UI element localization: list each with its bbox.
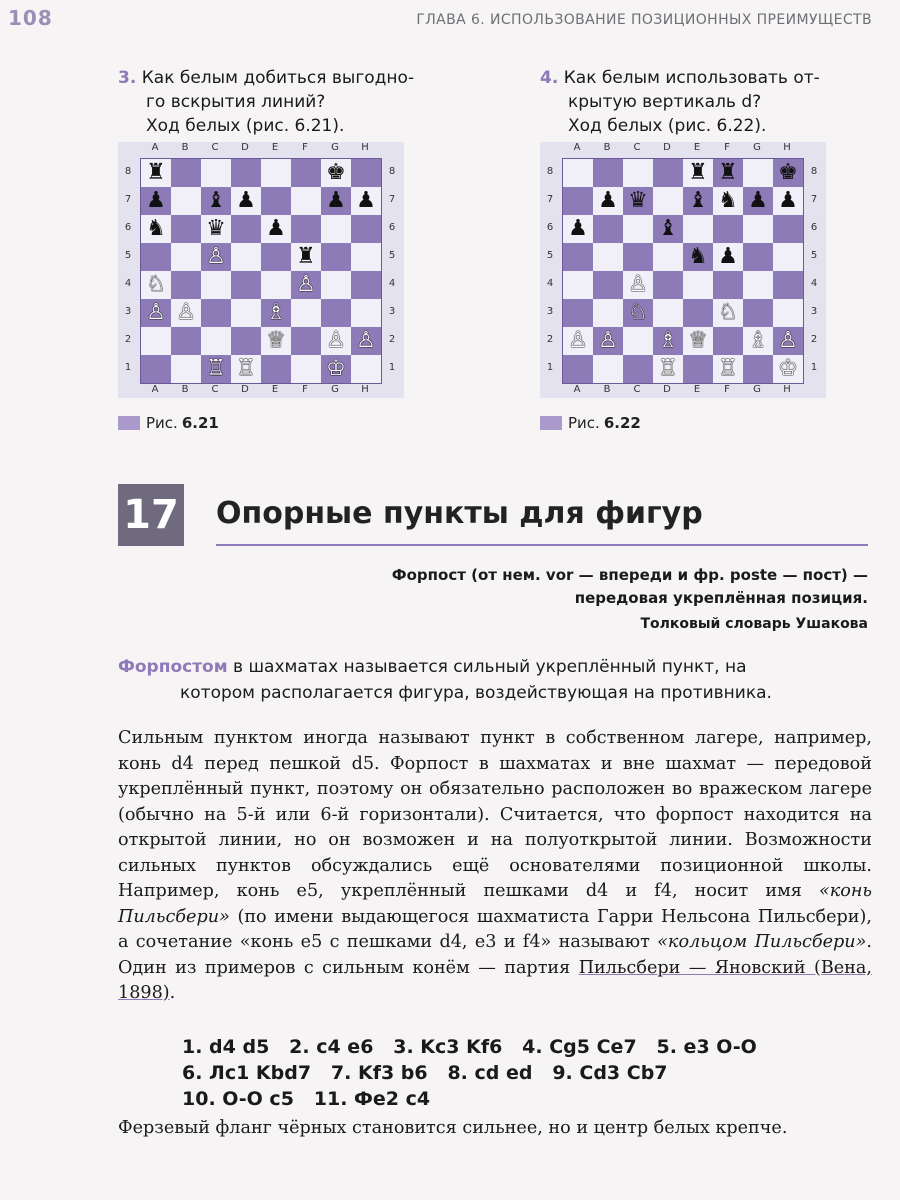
black-piece-icon: ♛ (628, 188, 648, 213)
board-square (351, 299, 381, 327)
board-square (321, 327, 351, 355)
board-square (683, 271, 713, 299)
rank-label: 6 (810, 222, 818, 233)
file-label: H (361, 384, 369, 395)
board-square (201, 215, 231, 243)
board-square (231, 327, 261, 355)
file-label: C (211, 384, 219, 395)
exercise-number: 3. (118, 68, 137, 88)
file-labels (140, 142, 380, 158)
move-list (182, 1034, 862, 1112)
white-piece-icon: ♖ (236, 356, 256, 381)
rank-label: 8 (546, 166, 554, 177)
board-square (563, 159, 593, 187)
rank-label: 2 (124, 334, 132, 345)
board-square (563, 271, 593, 299)
board-square (593, 215, 623, 243)
file-label: C (633, 384, 641, 395)
board-grid (140, 158, 382, 384)
black-piece-icon: ♝ (688, 188, 708, 213)
board-square (231, 271, 261, 299)
file-label: B (181, 384, 189, 395)
board-square (593, 355, 623, 383)
file-label: A (151, 384, 159, 395)
white-piece-icon: ♙ (206, 244, 226, 269)
board-square (291, 215, 321, 243)
file-label: E (271, 142, 279, 153)
board-square (743, 215, 773, 243)
black-piece-icon: ♜ (688, 160, 708, 185)
black-piece-icon: ♝ (658, 216, 678, 241)
board-square (713, 215, 743, 243)
file-label: A (151, 142, 159, 153)
board-square (563, 243, 593, 271)
file-label: D (241, 384, 249, 395)
board-square (141, 159, 171, 187)
file-label: F (302, 142, 308, 153)
white-piece-icon: ♙ (356, 328, 376, 353)
file-label: D (663, 142, 671, 153)
caption-number: 6.22 (603, 414, 641, 432)
rank-label: 5 (810, 250, 818, 261)
rank-label: 4 (124, 278, 132, 289)
board-square (201, 243, 231, 271)
board-square (713, 187, 743, 215)
file-label: D (241, 142, 249, 153)
file-label: H (361, 142, 369, 153)
black-piece-icon: ♜ (718, 160, 738, 185)
board-square (773, 327, 803, 355)
exercise-3 (118, 66, 414, 138)
board-square (623, 327, 653, 355)
black-piece-icon: ♝ (206, 188, 226, 213)
board-square (201, 299, 231, 327)
black-piece-icon: ♞ (688, 244, 708, 269)
board-square (261, 243, 291, 271)
black-piece-icon: ♚ (778, 160, 798, 185)
body-text: Сильным пунктом иногда называют пункт в собственном лагере, например, конь d4 перед пешкой d5. Форпост в шахматах и вне шахмат — передовой укреплённый пункт, поэтому он обязательно расположен во вражеском лагере (обычно на 5-й или 6-й горизонтали). Считается, что форпост находится на открытой линии, но он возможен и на полуоткрытой линии. Возможности сильных пунктов обсуждались ещё основателями позиционной школы. Например, конь e5, укреплённый пешками d4 и f4, носит имя (118, 728, 872, 901)
rank-label: 5 (546, 250, 554, 261)
epigraph (328, 564, 868, 610)
board-square (231, 243, 261, 271)
board-square (351, 271, 381, 299)
file-label: E (693, 142, 701, 153)
board-square (623, 187, 653, 215)
file-label: E (271, 384, 279, 395)
board-square (743, 271, 773, 299)
board-square (683, 215, 713, 243)
board-square (653, 299, 683, 327)
rank-labels (542, 158, 558, 382)
epigraph-source: Толковый словарь Ушакова (640, 616, 868, 632)
file-label: H (783, 384, 791, 395)
board-square (141, 327, 171, 355)
exercise-text: Как белым использовать от- (563, 68, 820, 88)
black-piece-icon: ♟ (356, 188, 376, 213)
rank-label: 6 (546, 222, 554, 233)
board-square (743, 355, 773, 383)
board-square (593, 159, 623, 187)
board-square (593, 327, 623, 355)
white-piece-icon: ♖ (206, 356, 226, 381)
section-number: 17 (118, 484, 184, 546)
chess-board-6-21 (118, 142, 404, 398)
board-square (773, 159, 803, 187)
rank-label: 7 (388, 194, 396, 205)
board-square (773, 187, 803, 215)
white-piece-icon: ♘ (628, 300, 648, 325)
board-square (623, 159, 653, 187)
board-square (713, 271, 743, 299)
board-square (683, 187, 713, 215)
board-square (171, 243, 201, 271)
black-piece-icon: ♟ (146, 188, 166, 213)
board-square (683, 327, 713, 355)
rank-label: 4 (810, 278, 818, 289)
board-square (141, 215, 171, 243)
board-square (261, 215, 291, 243)
rank-label: 8 (124, 166, 132, 177)
board-square (773, 243, 803, 271)
file-label: B (181, 142, 189, 153)
black-piece-icon: ♟ (266, 216, 286, 241)
body-text: . Один из примеров с сильным конём — партия (118, 932, 872, 978)
file-label: G (753, 384, 761, 395)
rank-label: 8 (810, 166, 818, 177)
board-square (231, 299, 261, 327)
board-square (351, 215, 381, 243)
board-square (291, 159, 321, 187)
white-piece-icon: ♘ (146, 272, 166, 297)
figure-caption-6-22 (540, 414, 641, 432)
board-square (261, 271, 291, 299)
chess-board-6-22 (540, 142, 826, 398)
board-square (231, 187, 261, 215)
move-line: 10. O-O c5 11. Фe2 c4 (182, 1088, 431, 1110)
board-square (141, 299, 171, 327)
board-square (171, 187, 201, 215)
black-piece-icon: ♚ (326, 160, 346, 185)
board-square (231, 215, 261, 243)
white-piece-icon: ♙ (628, 272, 648, 297)
board-square (351, 327, 381, 355)
board-square (351, 243, 381, 271)
rank-labels (806, 158, 822, 382)
black-piece-icon: ♟ (598, 188, 618, 213)
white-piece-icon: ♘ (718, 300, 738, 325)
file-label: F (724, 384, 730, 395)
body-paragraph (118, 726, 872, 1007)
file-labels (562, 384, 802, 400)
file-labels (140, 384, 380, 400)
rank-label: 6 (124, 222, 132, 233)
board-square (623, 355, 653, 383)
board-square (563, 215, 593, 243)
white-piece-icon: ♙ (568, 328, 588, 353)
board-square (593, 243, 623, 271)
white-piece-icon: ♗ (658, 328, 678, 353)
file-label: B (603, 142, 611, 153)
black-piece-icon: ♜ (296, 244, 316, 269)
board-square (171, 271, 201, 299)
board-square (171, 215, 201, 243)
board-square (683, 159, 713, 187)
board-square (683, 243, 713, 271)
rank-label: 3 (388, 306, 396, 317)
move-line: 6. Лс1 Kbd7 7. Kf3 b6 8. cd ed 9. Cd3 Cb7 (182, 1062, 668, 1084)
white-piece-icon: ♕ (266, 328, 286, 353)
board-square (261, 355, 291, 383)
rank-label: 2 (810, 334, 818, 345)
board-square (291, 271, 321, 299)
section-title: Опорные пункты для фигур (216, 496, 703, 531)
rank-labels (384, 158, 400, 382)
caption-marker-icon (118, 416, 140, 430)
board-square (563, 299, 593, 327)
white-piece-icon: ♔ (778, 356, 798, 381)
definition-text: в шахматах называется сильный укреплённый пункт, на (227, 657, 747, 677)
board-square (351, 187, 381, 215)
board-square (653, 243, 683, 271)
file-label: E (693, 384, 701, 395)
rank-labels (120, 158, 136, 382)
white-piece-icon: ♗ (266, 300, 286, 325)
rank-label: 3 (124, 306, 132, 317)
board-square (773, 271, 803, 299)
epigraph-line: передовая укреплённая позиция. (574, 589, 868, 607)
rank-label: 8 (388, 166, 396, 177)
exercise-text: Как белым добиться выгодно- (141, 68, 415, 88)
board-square (171, 355, 201, 383)
board-square (231, 355, 261, 383)
black-piece-icon: ♟ (326, 188, 346, 213)
exercise-4 (540, 66, 820, 138)
board-square (563, 355, 593, 383)
file-label: G (331, 142, 339, 153)
black-piece-icon: ♞ (718, 188, 738, 213)
move-line: 1. d4 d5 2. c4 e6 3. Kc3 Kf6 4. Cg5 Ce7 5. e3 O-O (182, 1036, 757, 1058)
black-piece-icon: ♜ (146, 160, 166, 185)
rank-label: 1 (810, 362, 818, 373)
file-label: G (331, 384, 339, 395)
black-piece-icon: ♟ (718, 244, 738, 269)
board-square (201, 159, 231, 187)
white-piece-icon: ♖ (718, 356, 738, 381)
board-square (743, 243, 773, 271)
white-piece-icon: ♙ (598, 328, 618, 353)
game-reference: Пильсбери — Яновский (Вена, 1898) (118, 957, 872, 1003)
caption-marker-icon (540, 416, 562, 430)
board-square (351, 355, 381, 383)
board-square (141, 355, 171, 383)
board-square (321, 243, 351, 271)
board-square (743, 187, 773, 215)
closing-paragraph: Ферзевый фланг чёрных становится сильнее, но и центр белых крепче. (118, 1118, 788, 1138)
file-label: G (753, 142, 761, 153)
board-square (773, 355, 803, 383)
board-square (201, 355, 231, 383)
board-square (291, 243, 321, 271)
board-square (321, 159, 351, 187)
board-square (743, 159, 773, 187)
board-square (201, 327, 231, 355)
exercise-text: го вскрытия линий? (146, 92, 326, 112)
rank-label: 5 (124, 250, 132, 261)
exercise-number: 4. (540, 68, 559, 88)
board-square (773, 215, 803, 243)
board-square (171, 327, 201, 355)
definition-text: котором располагается фигура, воздействующая на противника. (180, 683, 772, 703)
section-divider (216, 544, 868, 546)
board-square (743, 299, 773, 327)
board-square (773, 299, 803, 327)
board-square (623, 215, 653, 243)
board-square (201, 187, 231, 215)
file-label: H (783, 142, 791, 153)
rank-label: 1 (546, 362, 554, 373)
board-square (291, 187, 321, 215)
board-square (261, 159, 291, 187)
board-square (171, 159, 201, 187)
italic-term: «конь Пильсбери» (118, 881, 872, 927)
board-square (261, 299, 291, 327)
board-square (593, 187, 623, 215)
rank-label: 1 (124, 362, 132, 373)
rank-label: 3 (810, 306, 818, 317)
board-square (261, 327, 291, 355)
epigraph-line: Форпост (от нем. vor — впереди и фр. poste — пост) — (391, 566, 868, 584)
board-square (291, 327, 321, 355)
board-square (321, 299, 351, 327)
definition (118, 654, 870, 706)
board-square (653, 159, 683, 187)
white-piece-icon: ♙ (146, 300, 166, 325)
black-piece-icon: ♟ (236, 188, 256, 213)
file-label: D (663, 384, 671, 395)
rank-label: 3 (546, 306, 554, 317)
board-square (141, 243, 171, 271)
board-square (321, 271, 351, 299)
white-piece-icon: ♗ (748, 328, 768, 353)
board-square (683, 299, 713, 327)
rank-label: 2 (546, 334, 554, 345)
rank-label: 7 (810, 194, 818, 205)
board-square (653, 327, 683, 355)
white-piece-icon: ♙ (176, 300, 196, 325)
board-square (141, 271, 171, 299)
board-square (713, 355, 743, 383)
exercise-text: крытую вертикаль d? (568, 92, 762, 112)
board-square (231, 159, 261, 187)
white-piece-icon: ♙ (778, 328, 798, 353)
board-square (653, 215, 683, 243)
white-piece-icon: ♔ (326, 356, 346, 381)
running-head: ГЛАВА 6. ИСПОЛЬЗОВАНИЕ ПОЗИЦИОННЫХ ПРЕИМУЩЕСТВ (416, 12, 872, 28)
figure-caption-6-21 (118, 414, 219, 432)
file-label: C (211, 142, 219, 153)
board-square (563, 327, 593, 355)
file-label: F (724, 142, 730, 153)
board-square (713, 327, 743, 355)
board-square (623, 243, 653, 271)
caption-prefix: Рис. (568, 414, 600, 432)
board-square (291, 355, 321, 383)
black-piece-icon: ♛ (206, 216, 226, 241)
file-label: C (633, 142, 641, 153)
board-square (623, 299, 653, 327)
file-label: A (573, 384, 581, 395)
board-square (713, 299, 743, 327)
black-piece-icon: ♟ (568, 216, 588, 241)
board-square (351, 159, 381, 187)
board-square (201, 271, 231, 299)
file-label: B (603, 384, 611, 395)
board-square (713, 243, 743, 271)
rank-label: 5 (388, 250, 396, 261)
file-labels (562, 142, 802, 158)
white-piece-icon: ♖ (658, 356, 678, 381)
rank-label: 6 (388, 222, 396, 233)
caption-number: 6.21 (181, 414, 219, 432)
board-square (321, 215, 351, 243)
board-square (743, 327, 773, 355)
board-square (683, 355, 713, 383)
board-square (321, 187, 351, 215)
white-piece-icon: ♕ (688, 328, 708, 353)
rank-label: 7 (124, 194, 132, 205)
board-square (593, 271, 623, 299)
board-square (321, 355, 351, 383)
italic-term: «кольцом Пильсбери» (657, 932, 867, 952)
file-label: A (573, 142, 581, 153)
definition-term: Форпостом (118, 657, 228, 677)
rank-label: 7 (546, 194, 554, 205)
board-square (141, 187, 171, 215)
black-piece-icon: ♟ (778, 188, 798, 213)
rank-label: 4 (388, 278, 396, 289)
body-text: . (169, 983, 176, 1003)
caption-prefix: Рис. (146, 414, 178, 432)
board-square (171, 299, 201, 327)
body-text: (по имени выдающегося шахматиста Гарри Нельсона Пильсбери), а сочетание «конь e5 с пешками d4, e3 и f4» называют (118, 906, 872, 952)
board-square (563, 187, 593, 215)
exercise-text: Ход белых (рис. 6.21). (146, 116, 345, 136)
file-label: F (302, 384, 308, 395)
black-piece-icon: ♟ (748, 188, 768, 213)
rank-label: 1 (388, 362, 396, 373)
board-square (713, 159, 743, 187)
board-square (593, 299, 623, 327)
page-number: 108 (8, 6, 53, 30)
board-square (653, 271, 683, 299)
board-square (261, 187, 291, 215)
board-square (291, 299, 321, 327)
board-grid (562, 158, 804, 384)
rank-label: 4 (546, 278, 554, 289)
white-piece-icon: ♙ (326, 328, 346, 353)
board-square (653, 355, 683, 383)
board-square (653, 187, 683, 215)
rank-label: 2 (388, 334, 396, 345)
white-piece-icon: ♙ (296, 272, 316, 297)
black-piece-icon: ♞ (146, 216, 166, 241)
board-square (623, 271, 653, 299)
exercise-text: Ход белых (рис. 6.22). (568, 116, 767, 136)
